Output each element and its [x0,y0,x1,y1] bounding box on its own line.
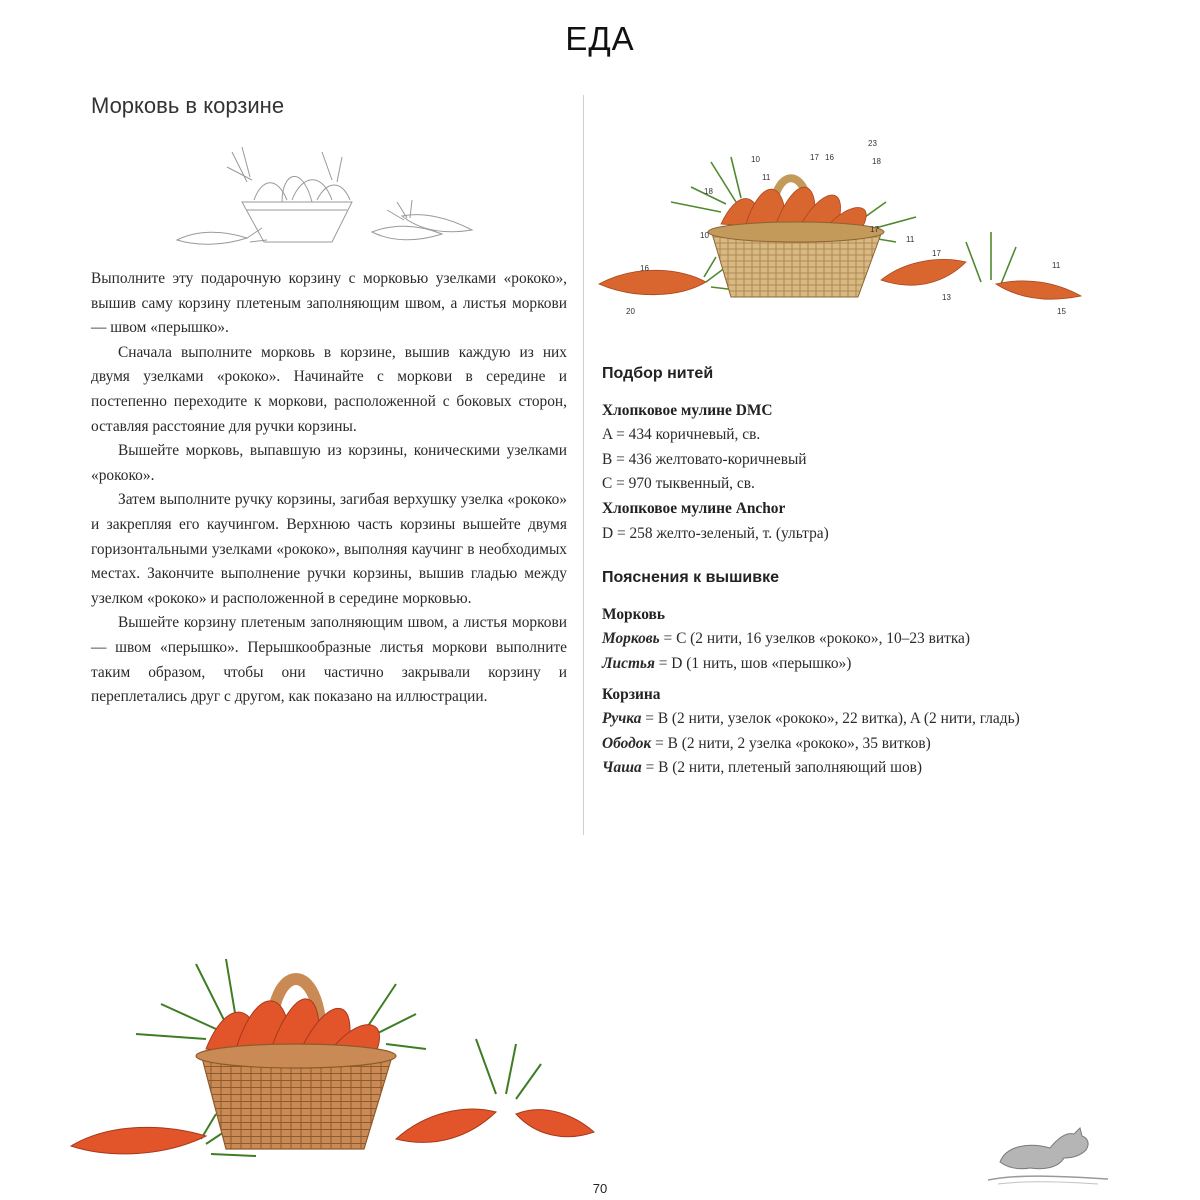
diagram-number-label: 23 [868,139,877,148]
note-text: = B (2 нити, 2 узелка «рококо», 35 витков) [651,734,931,752]
note-label: Морковь [602,630,660,648]
diagram-number-label: 17 [932,249,941,258]
diagram-number-label: 15 [1057,307,1066,316]
diagram-number-label: 18 [872,157,881,166]
diagram-number-label: 10 [700,231,709,240]
pattern-outline-illustration [172,142,482,254]
thread-line: D = 258 желто-зеленый, т. (ультра) [602,524,829,542]
rabbit-vignette [988,1124,1118,1186]
materials-and-notes [602,362,1022,781]
instructions-paragraph: Затем выполните ручку корзины, загибая верхушку узелка «рококо» и закрепляя его каучингом. Верхнюю часть корзины вышейте двумя горизонтальными узелками «рококо», выполняя каучинг в необходимых местах. Закончите выполнение ручки корзины, вышив гладью между узелком «рококо» и расположенной в середине морковью. [91,491,567,607]
diagram-number-label: 16 [825,153,834,162]
diagram-number-label: 17 [870,225,879,234]
diagram-number-label: 17 [810,153,819,162]
page-header-title: ЕДА [565,20,635,57]
note-line [602,756,1022,781]
note-label: Листья [602,654,655,672]
note-label: Чаша [602,759,642,777]
column-divider [583,95,584,835]
note-line [602,627,1022,652]
diagram-number-label: 11 [1052,261,1061,270]
instructions-paragraph: Выполните эту подарочную корзину с морковью узелками «рококо», вышив саму корзину плетеным заполняющим швом, а листья моркови — швом «перышко». [91,270,567,337]
thread-line: A = 434 коричневый, св. [602,426,761,444]
diagram-number-label: 16 [640,264,649,273]
note-text: = C (2 нити, 16 узелков «рококо», 10–23 витка) [659,630,971,648]
carrot-subtitle: Морковь [602,605,666,623]
diagram-number-label: 20 [626,307,635,316]
note-label: Ручка [602,710,642,728]
diagram-number-label: 10 [751,155,760,164]
page-number: 70 [592,1181,608,1196]
diagram-number-label: 13 [942,293,951,302]
note-line [602,652,1022,677]
note-line [602,707,1022,732]
section-title: Морковь в корзине [91,93,285,118]
note-line [602,732,1022,757]
notes-heading: Пояснения к вышивке [602,569,780,587]
diagram-number-label: 18 [704,187,713,196]
anchor-title: Хлопковое мулине Anchor [602,499,786,517]
diagram-number-label: 11 [906,235,915,244]
note-label: Ободок [602,734,652,752]
note-text: = D (1 нить, шов «перышко») [654,654,852,672]
instructions-paragraph: Вышейте морковь, выпавшую из корзины, коническими узелками «рококо». [91,442,567,484]
thread-line: C = 970 тыквенный, св. [602,475,755,493]
diagram-number-label: 11 [762,173,771,182]
embroidery-photo [66,944,596,1184]
note-text: = B (2 нити, узелок «рококо», 22 витка), A (2 нити, гладь) [641,710,1020,728]
threads-heading: Подбор нитей [602,365,714,382]
note-text: = B (2 нити, плетеный заполняющий шов) [641,759,923,777]
instructions-paragraph: Сначала выполните морковь в корзине, вышив каждую из них двумя узелками «рококо». Начинайте с моркови в середине и постепенно переходите к моркови, расположенной с боковых сторон, оставляя расстояние для ручки корзины. [91,343,567,435]
basket-subtitle: Корзина [602,685,661,703]
dmc-title: Хлопковое мулине DMC [602,401,773,419]
thread-line: B = 436 желтовато-коричневый [602,450,807,468]
instructions-paragraph: Вышейте корзину плетеным заполняющим швом, а листья моркови — швом «перышко». Перышкообразные листья моркови выполните таким образом, чтобы они частично закрывали корзину и переплетались друг с другом, как показано на иллюстрации. [91,614,567,706]
numbered-diagram-illustration [596,132,1086,328]
instructions-text [91,267,567,710]
